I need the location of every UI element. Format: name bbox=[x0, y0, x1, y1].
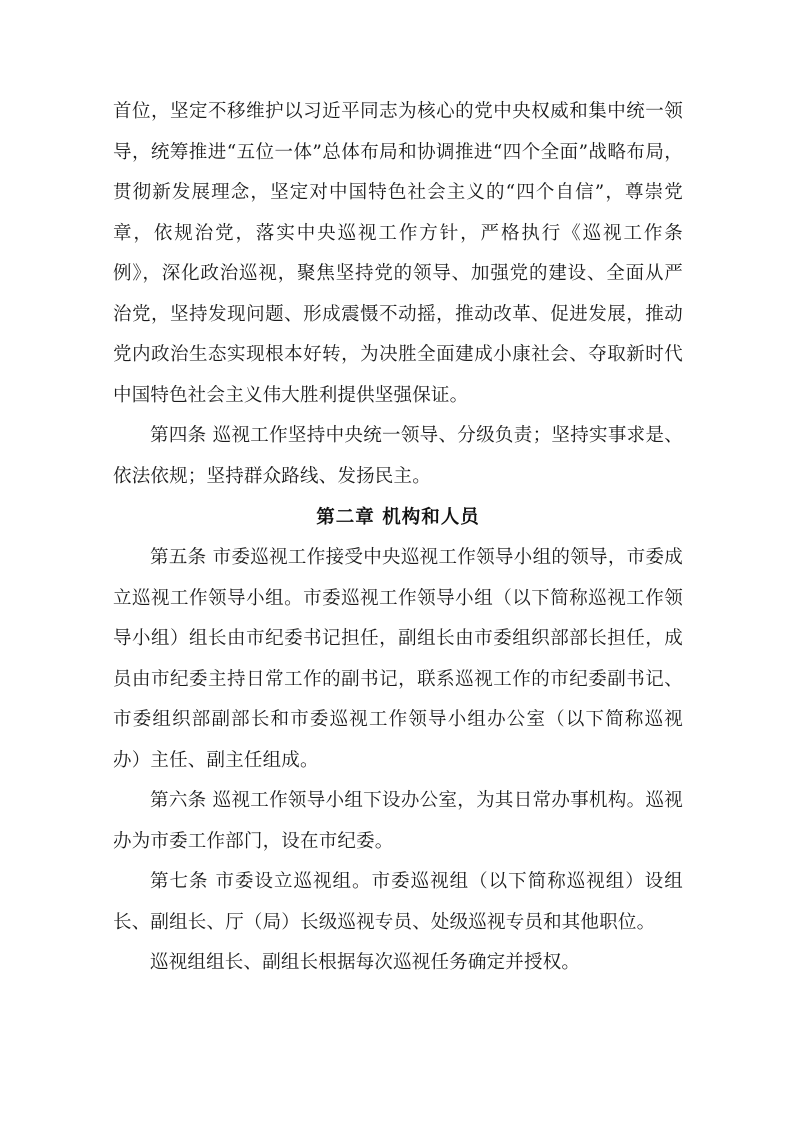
paragraph-article-seven-note: 巡视组组长、副组长根据每次巡视任务确定并授权。 bbox=[150, 952, 581, 973]
paragraph-article-five: 第五条 市委巡视工作接受中央巡视工作领导小组的领导，市委成立巡视工作领导小组。市委巡视工作领导小组（以下简称巡视工作领导小组）组长由市纪委书记担任，副组长由市委组织部部长担任，成员由市纪委主持日常工作的副书记，联系巡视工作的市纪委副书记、市委组织部副部长和市委巡视工作领导小组办公室（以下简称巡视办）主任、副主任组成。 bbox=[113, 547, 683, 771]
paragraph-article-six: 第六条 巡视工作领导小组下设办公室，为其日常办事机构。巡视办为市委工作部门，设在市纪委。 bbox=[113, 790, 683, 852]
paragraph-article-four: 第四条 巡视工作坚持中央统一领导、分级负责；坚持实事求是、依法依规；坚持群众路线、发扬民主。 bbox=[113, 425, 683, 487]
paragraph-continued-article-three: 首位，坚定不移维护以习近平同志为核心的党中央权威和集中统一领导，统筹推进“五位一体”总体布局和协调推进“四个全面”战略布局，贯彻新发展理念，坚定对中国特色社会主义的“四个自信”，尊崇党章，依规治党，落实中央巡视工作方针，严格执行《巡视工作条例》，深化政治巡视，聚焦坚持党的领导、加强党的建设、全面从严治党，坚持发现问题、形成震慑不动摇，推动改革、促进发展，推动党内政治生态实现根本好转，为决胜全面建成小康社会、夺取新时代中国特色社会主义伟大胜利提供坚强保证。 bbox=[113, 101, 683, 406]
page-content bbox=[113, 92, 683, 984]
paragraph-article-seven: 第七条 市委设立巡视组。市委巡视组（以下简称巡视组）设组长、副组长、厅（局）长级巡视专员、处级巡视专员和其他职位。 bbox=[113, 871, 683, 933]
chapter-two-heading: 第二章 机构和人员 bbox=[316, 507, 480, 528]
